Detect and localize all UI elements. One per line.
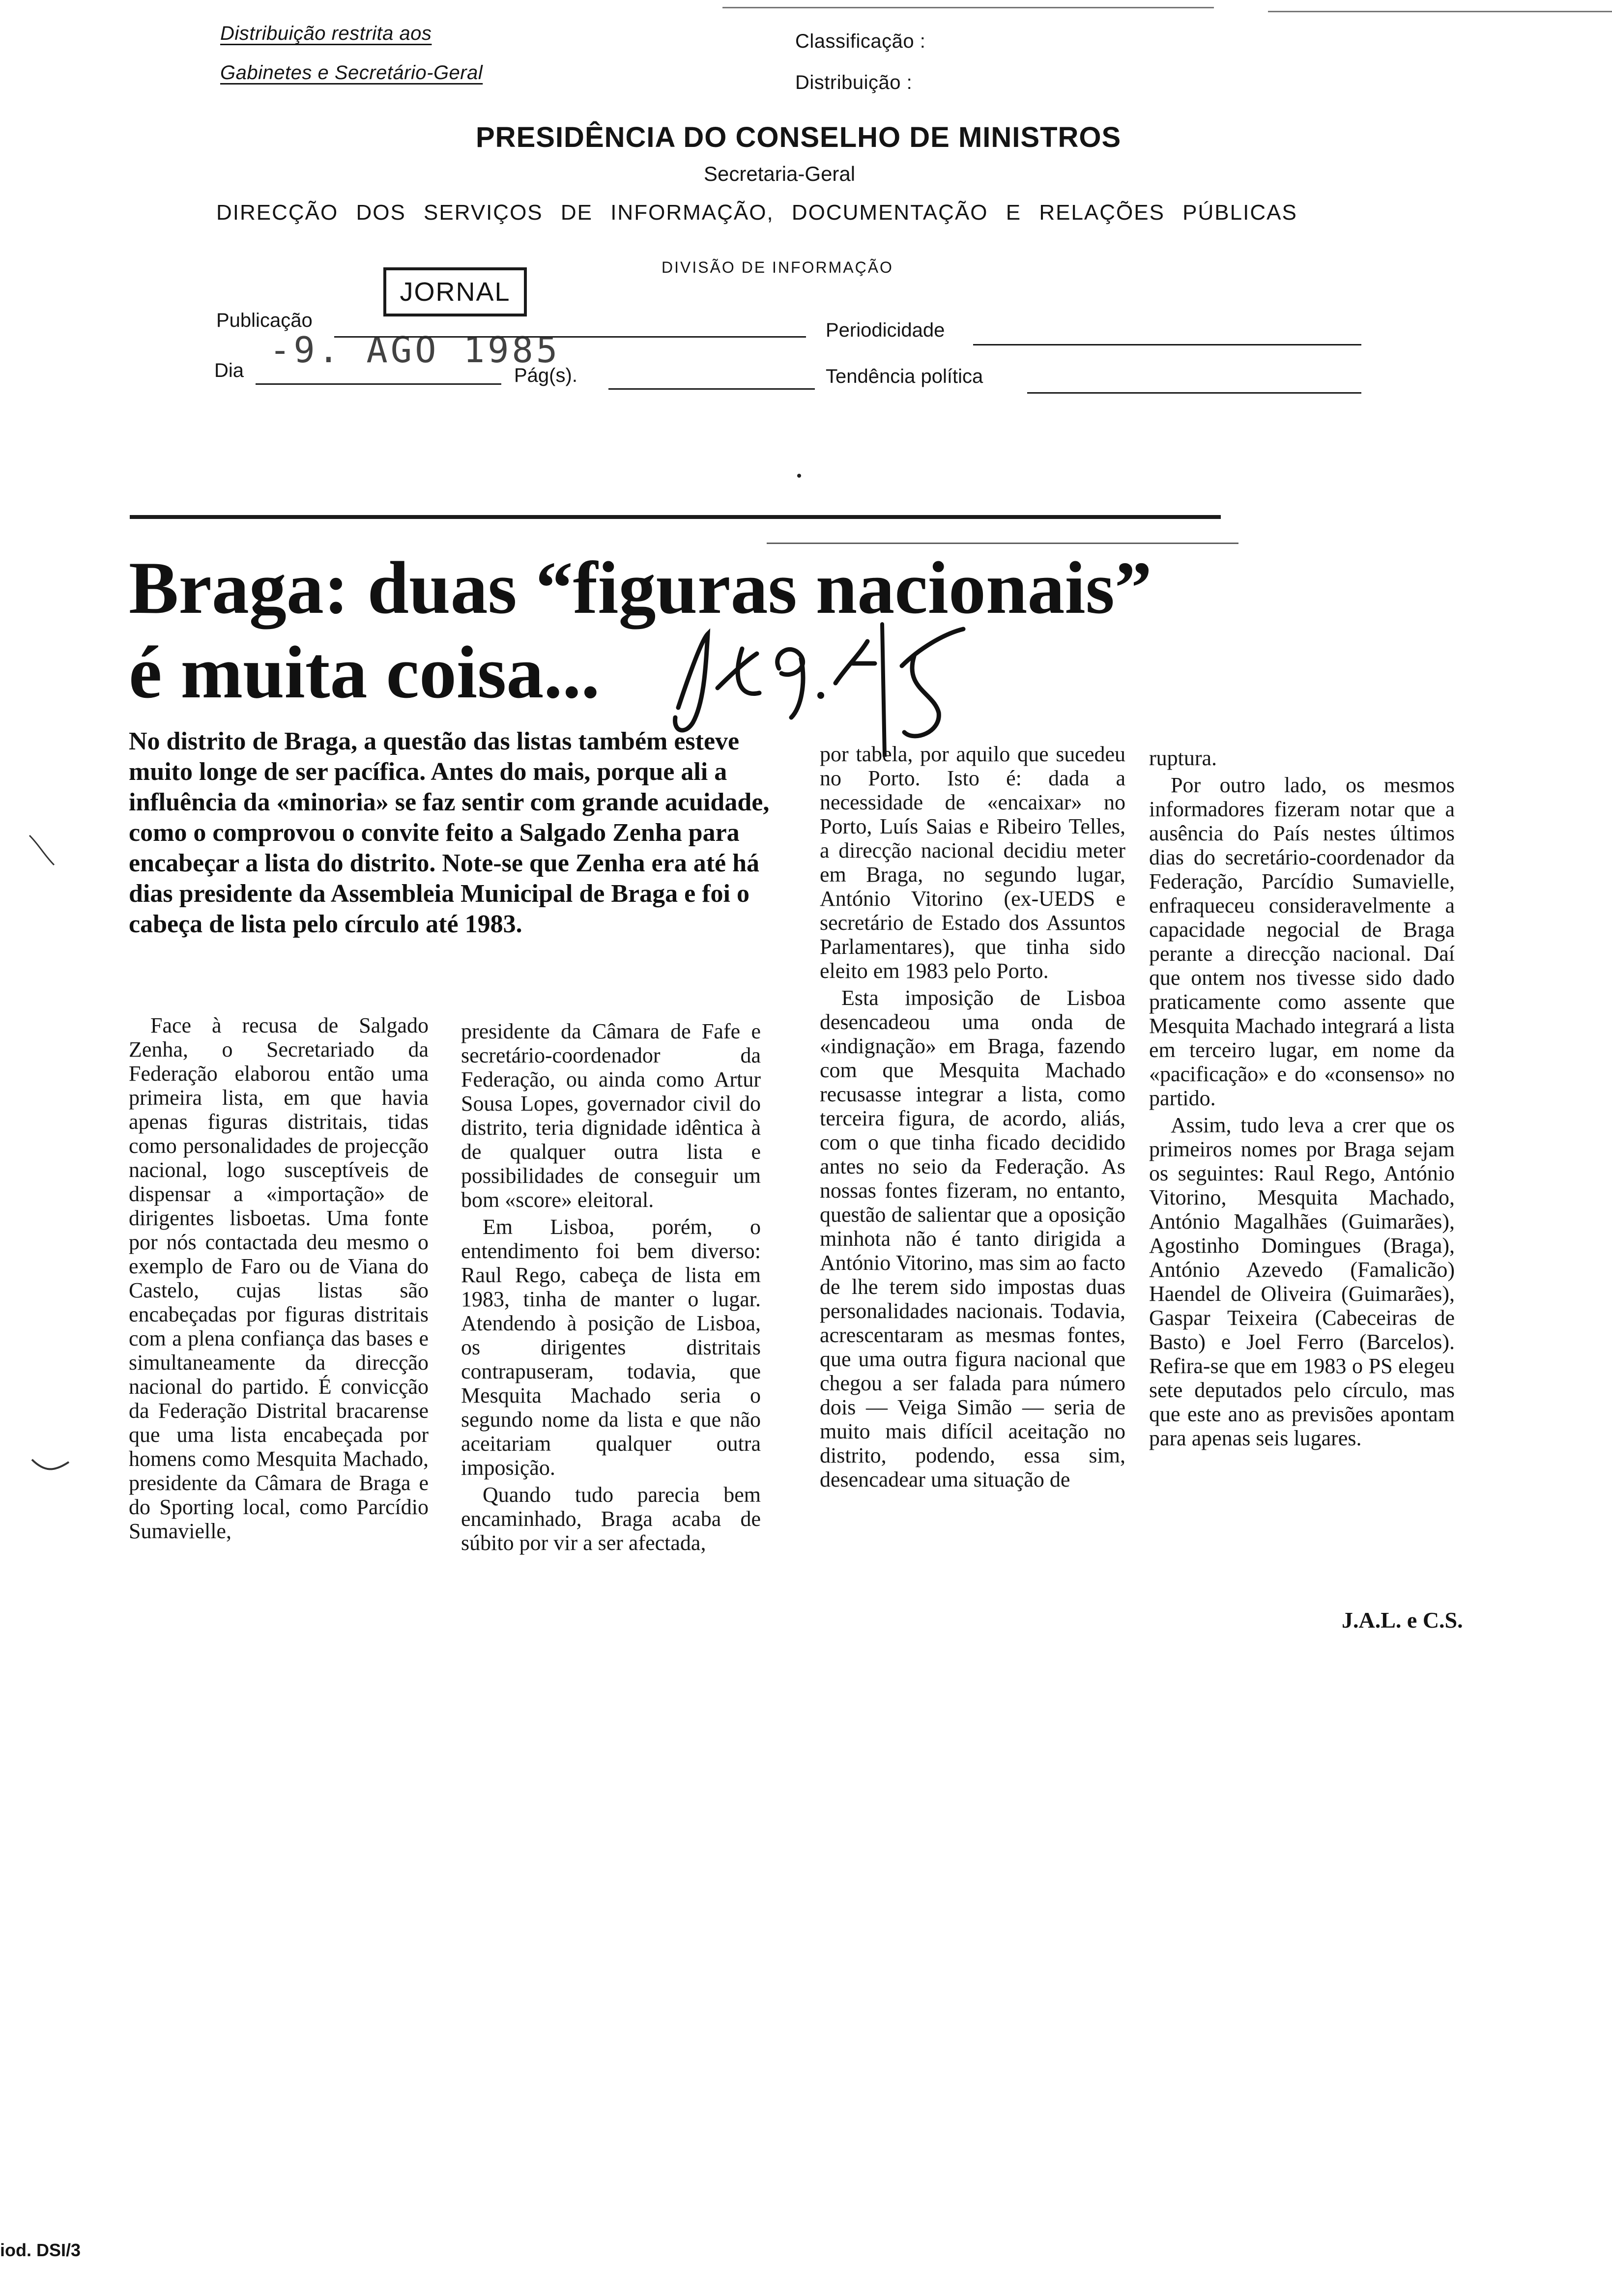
model-number: iod. DSI/3	[0, 2240, 81, 2260]
article-top-rule-thin	[767, 543, 1238, 544]
division-title: DIVISÃO DE INFORMAÇÃO	[662, 258, 893, 276]
political-tendency-label: Tendência política	[826, 366, 983, 387]
column-4-paragraph: ruptura.	[1149, 746, 1217, 770]
restricted-distribution-line2: Gabinetes e Secretário-Geral	[220, 62, 483, 84]
day-label: Dia	[214, 360, 244, 381]
article-column-2	[461, 1019, 761, 1555]
column-4-paragraph: Assim, tudo leva a crer que os primeiros nomes por Braga sejam os seguintes: Raul Rego, António Vitorino, Mesquita Machado, António Magalhães (Guimarães), Agostinho Domingues (Braga), António Azevedo (Famalicão) Haendel de Oliveira (Guimarães), Gaspar Teixeira (Cabeceiras de Basto) e Joel Ferro (Barcelos). Refira-se que em 1983 o PS elegeu sete deputados pelo círculo, mas que este ano as previsões apontam para apenas seis lugares.	[1149, 1113, 1455, 1450]
directorate-title: DIRECÇÃO DOS SERVIÇOS DE INFORMAÇÃO, DOCUMENTAÇÃO E RELAÇÕES PÚBLICAS	[216, 201, 1297, 225]
article-column-3	[820, 742, 1125, 1492]
pages-label: Pág(s).	[514, 365, 577, 386]
periodicity-field-line	[973, 344, 1361, 345]
article-column-1	[129, 1013, 429, 1543]
column-4-paragraph: Por outro lado, os mesmos informadores fizeram notar que a ausência do País nestes últimos dias do secretário-coordenador da Federação, Parcídio Sumavielle, enfraqueceu consideravelmente a capacidade negocial de Braga perante a direcção nacional. Daí que ontem nos tivesse sido dado praticamente como assente que Mesquita Machado integrará a lista em terceiro lugar, em nome da «pacificação» e do «consenso» no partido.	[1149, 773, 1455, 1110]
jornal-stamp: JORNAL	[383, 267, 527, 316]
article-byline: J.A.L. e C.S.	[1342, 1607, 1463, 1633]
political-tendency-field-line	[1027, 392, 1361, 394]
institution-title: PRESIDÊNCIA DO CONSELHO DE MINISTROS	[476, 121, 1122, 153]
top-scan-line-right	[1268, 11, 1612, 12]
column-2-paragraph: Em Lisboa, porém, o entendimento foi bem diverso: Raul Rego, cabeça de lista em 1983, tinha de manter o lugar. Atendendo à posição de Lisboa, os dirigentes distritais contrapuseram, todavia, que Mesquita Machado seria o segundo nome da lista e que não aceitariam qualquer outra imposição.	[461, 1215, 761, 1480]
date-stamp: -9. AGO 1985	[269, 329, 561, 371]
article-top-rule	[130, 515, 1221, 519]
margin-mark	[29, 1455, 74, 1479]
day-field-line	[256, 383, 501, 385]
column-2-paragraph: Quando tudo parecia bem encaminhado, Braga acaba de súbito por vir a ser afectada,	[461, 1483, 761, 1555]
classification-label: Classificação :	[795, 30, 926, 52]
headline-line1: Braga: duas “figuras nacionais”	[129, 546, 1152, 629]
column-2-paragraph: presidente da Câmara de Fafe e secretário-coordenador da Federação, ou ainda como Artur Sousa Lopes, governador civil do distrito, teria dignidade idêntica à de qualquer outra lista e possibilidades de conseguir um bom «score» eleitoral.	[461, 1019, 761, 1212]
column-1-paragraph: Face à recusa de Salgado Zenha, o Secretariado da Federação elaborou então uma primeira lista, em que havia apenas figuras distritais, tidas como personalidades de projecção nacional, logo susceptíveis de dispensar a «importação» de dirigentes lisboetas. Uma fonte por nós contactada deu mesmo o exemplo de Faro ou de Viana do Castelo, cujas listas são encabeçadas por figuras distritais com a plena confiança das bases e simultaneamente da direcção nacional do partido. É convicção da Federação Distrital bracarense que uma lista encabeçada por homens como Mesquita Machado, presidente da Câmara de Braga e do Sporting local, como Parcídio Sumavielle,	[129, 1013, 429, 1543]
margin-mark	[25, 831, 64, 875]
article-column-4	[1149, 746, 1455, 1450]
restricted-distribution-line1: Distribuição restrita aos	[220, 23, 432, 44]
distribution-label: Distribuição :	[795, 72, 913, 93]
scan-dot	[797, 474, 801, 478]
column-3-paragraph: por tabela, por aquilo que sucedeu no Porto. Isto é: dada a necessidade de «encaixar» no Porto, Luís Saias e Ribeiro Telles, a direcção nacional decidiu meter em Braga, no segundo lugar, António Vitorino (ex-UEDS e secretário de Estado dos Assuntos Parlamentares), que tinha sido eleito em 1983 pelo Porto.	[820, 742, 1125, 983]
pages-field-line	[608, 388, 815, 390]
publication-label: Publicação	[216, 310, 313, 331]
top-scan-line	[722, 7, 1214, 8]
headline-line2: é muita coisa...	[129, 631, 600, 714]
periodicity-label: Periodicidade	[826, 319, 945, 341]
column-3-paragraph: Esta imposição de Lisboa desencadeou uma onda de «indignação» em Braga, fazendo com que Mesquita Machado recusasse integrar a lista, como terceira figura, de acordo, aliás, com o que tinha ficado decidido antes no seio da Federação. As nossas fontes fizeram, no entanto, questão de salientar que a oposição minhota não é tanto dirigida a António Vitorino, mas sim ao facto de lhe terem sido impostas duas personalidades nacionais. Todavia, acrescentaram as mesmas fontes, que uma outra figura nacional que chegou a ser falada para número dois — Veiga Simão — seria de muito mais difícil aceitação no distrito, podendo, essa sim, desencadear uma situação de	[820, 986, 1125, 1492]
article-lead: No distrito de Braga, a questão das listas também esteve muito longe de ser pacífica. Antes do mais, porque ali a influência da «minoria» se faz sentir com grande acuidade, como o comprovou o convite feito a Salgado Zenha para encabeçar a lista do distrito. Note-se que Zenha era até há dias presidente da Assembleia Municipal de Braga e foi o cabeça de lista pelo círculo até 1983.	[129, 727, 770, 938]
secretariat-title: Secretaria-Geral	[704, 162, 856, 185]
